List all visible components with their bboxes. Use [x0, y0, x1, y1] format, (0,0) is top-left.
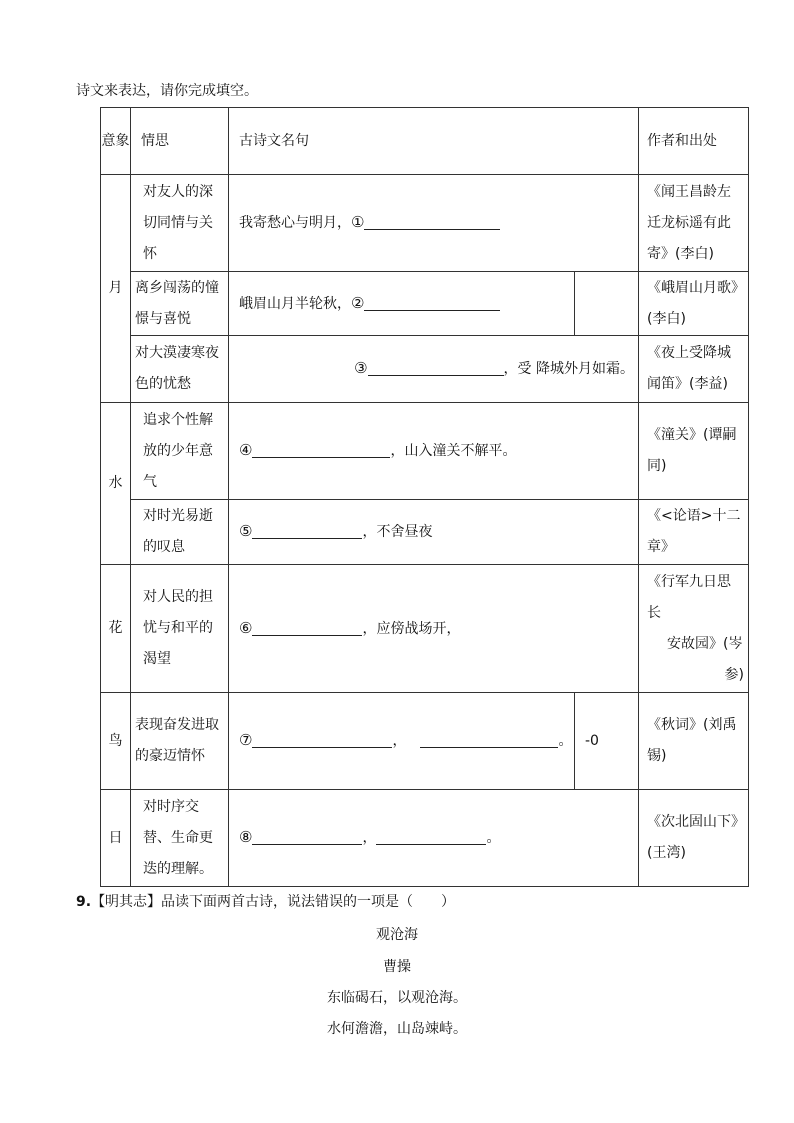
line-cell: ⑦ ， 。: [229, 693, 575, 790]
answer-blank[interactable]: [368, 357, 504, 376]
source-cell: 《闻王昌龄左迁龙标遥有此寄》(李白): [639, 175, 749, 272]
question-number: 9.: [76, 894, 92, 910]
line-cell: ⑧ ， 。: [229, 790, 639, 887]
emotion-cell: 对时光易逝的叹息: [131, 500, 229, 565]
answer-blank[interactable]: [376, 826, 486, 845]
answer-blank[interactable]: [420, 729, 558, 748]
blank-mark: ①: [351, 213, 365, 231]
question-9: [76, 891, 455, 911]
answer-blank[interactable]: [252, 520, 362, 539]
table-row: [101, 790, 749, 887]
image-flower: 花: [101, 565, 131, 693]
line-cell: ⑥ ，应傍战场开，: [229, 565, 639, 693]
table-header-row: [101, 108, 749, 175]
line-cell: ③ ，受 降城外月如霜。: [229, 336, 639, 403]
header-source: 作者和出处: [639, 108, 749, 175]
table-row: [101, 272, 749, 336]
image-bird: 鸟: [101, 693, 131, 790]
blank-mark: ④: [239, 441, 253, 459]
poem-title: 观沧海: [376, 927, 418, 943]
emotion-cell: 表现奋发进取的豪迈情怀: [131, 693, 229, 790]
extra-cell: -0: [575, 693, 639, 790]
header-emotion: 情思: [131, 108, 229, 175]
emotion-cell: 追求个性解放的少年意气: [131, 403, 229, 500]
table-row: [101, 565, 749, 693]
table-row: [101, 175, 749, 272]
image-water: 水: [101, 403, 131, 565]
header-line: 古诗文名句: [229, 108, 639, 175]
question-text: 【明其志】品读下面两首古诗，说法错误的一项是（ ）: [91, 894, 456, 910]
line-cell: ⑤ ，不舍昼夜: [229, 500, 639, 565]
poem-line: 东临碣石，以观沧海。: [327, 990, 467, 1006]
header-image: 意象: [101, 108, 131, 175]
table-row: [101, 336, 749, 403]
poetry-table: [100, 107, 749, 887]
emotion-cell: 对大漠凄寒夜色的忧愁: [131, 336, 229, 403]
answer-blank[interactable]: [252, 729, 392, 748]
emotion-cell: 对友人的深切同情与关怀: [131, 175, 229, 272]
answer-blank[interactable]: [252, 617, 362, 636]
poem-line: 水何澹澹，山岛竦峙。: [327, 1021, 467, 1037]
intro-text: 诗文来表达，请你完成填空。: [76, 83, 258, 99]
table-row: [101, 500, 749, 565]
line-cell: 我寄愁心与明月，①: [229, 175, 639, 272]
emotion-cell: 对时序交替、生命更迭的理解。: [131, 790, 229, 887]
source-cell: 《秋词》(刘禹锡): [639, 693, 749, 790]
blank-mark: ⑥: [239, 618, 253, 637]
source-cell: 《次北固山下》(王湾): [639, 790, 749, 887]
empty-cell: [575, 272, 639, 336]
answer-blank[interactable]: [364, 211, 500, 230]
line-cell: 峨眉山月半轮秋，②: [229, 272, 575, 336]
answer-blank[interactable]: [252, 439, 390, 458]
poem-author: 曹操: [383, 959, 411, 975]
source-cell: 《行军九日思长 安故园》(岑 参): [639, 565, 749, 693]
blank-mark: ⑤: [239, 522, 253, 540]
source-cell: 《潼关》(谭嗣同): [639, 403, 749, 500]
image-sun: 日: [101, 790, 131, 887]
blank-mark: ②: [351, 293, 365, 312]
line-cell: ④ ，山入潼关不解平。: [229, 403, 639, 500]
table-row: [101, 693, 749, 790]
blank-mark: ⑦: [239, 731, 253, 749]
image-moon: 月: [101, 175, 131, 403]
answer-blank[interactable]: [364, 292, 500, 311]
emotion-cell: 离乡闯荡的憧憬与喜悦: [131, 272, 229, 336]
source-cell: 《峨眉山月歌》(李白): [639, 272, 749, 336]
table-row: [101, 403, 749, 500]
source-cell: 《<论语>十二章》: [639, 500, 749, 565]
source-cell: 《夜上受降城闻笛》(李益): [639, 336, 749, 403]
answer-blank[interactable]: [252, 826, 362, 845]
blank-mark: ③: [354, 359, 368, 377]
emotion-cell: 对人民的担忧与和平的渴望: [131, 565, 229, 693]
blank-mark: ⑧: [239, 828, 253, 846]
